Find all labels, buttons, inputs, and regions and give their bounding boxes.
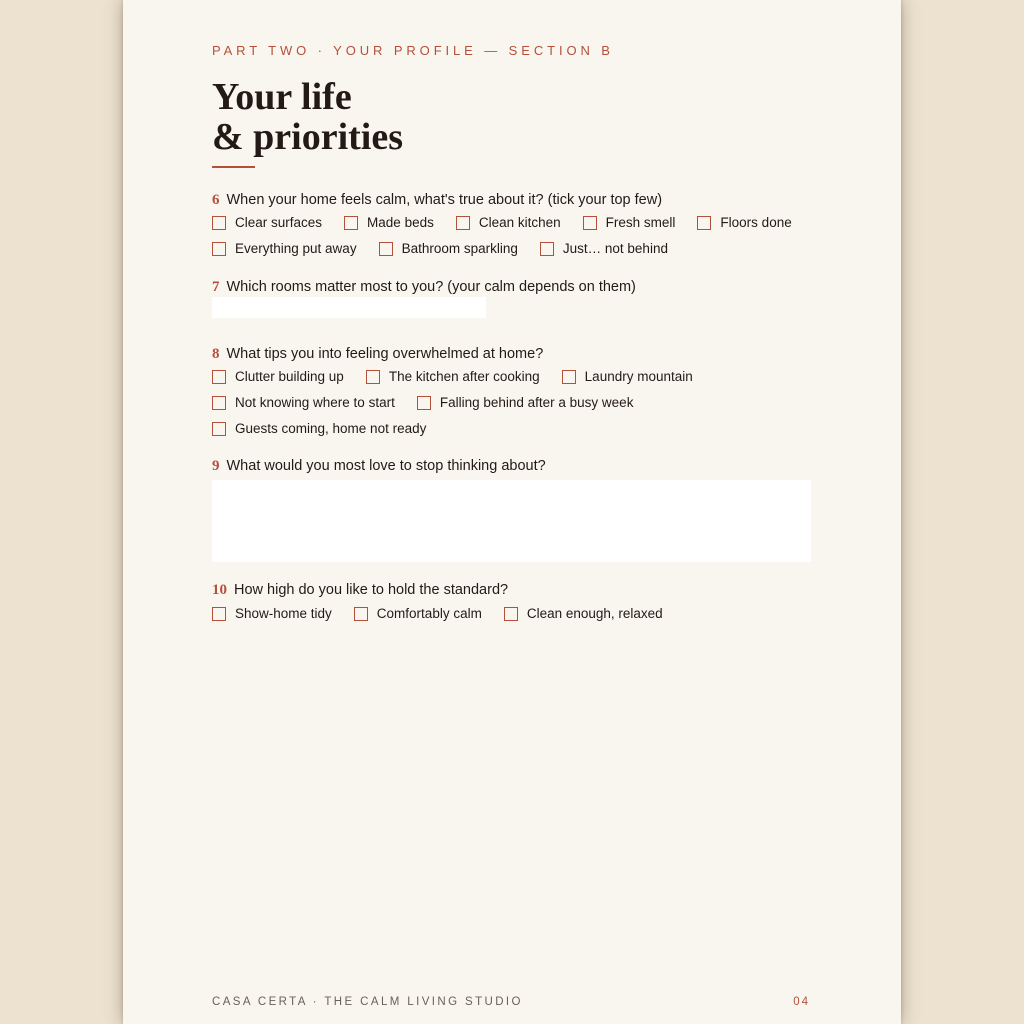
checkbox[interactable] <box>540 242 554 256</box>
option-clear-surfaces[interactable]: Clear surfaces <box>212 215 322 230</box>
question-10-options-row-1 <box>212 606 685 621</box>
option-not-knowing-where-to-start[interactable]: Not knowing where to start <box>212 395 395 410</box>
checkbox[interactable] <box>697 216 711 230</box>
question-8-options-row-3 <box>212 421 448 436</box>
question-text: What would you most love to stop thinking about? <box>226 458 546 474</box>
option-guests-coming[interactable]: Guests coming, home not ready <box>212 421 426 436</box>
checkbox[interactable] <box>366 370 380 384</box>
page-title <box>212 77 403 157</box>
question-number: 8 <box>212 346 220 362</box>
question-9 <box>212 457 546 475</box>
form-page <box>123 0 901 1024</box>
question-6-options-row-2 <box>212 241 690 256</box>
option-kitchen-after-cooking[interactable]: The kitchen after cooking <box>366 369 540 384</box>
option-laundry-mountain[interactable]: Laundry mountain <box>562 369 693 384</box>
option-clutter-building-up[interactable]: Clutter building up <box>212 369 344 384</box>
checkbox[interactable] <box>212 370 226 384</box>
checkbox[interactable] <box>417 396 431 410</box>
question-text: What tips you into feeling overwhelmed at home? <box>226 346 544 362</box>
option-fresh-smell[interactable]: Fresh smell <box>583 215 676 230</box>
option-just-not-behind[interactable]: Just… not behind <box>540 241 668 256</box>
option-floors-done[interactable]: Floors done <box>697 215 791 230</box>
page-number: 04 <box>793 996 810 1008</box>
checkbox[interactable] <box>562 370 576 384</box>
checkbox[interactable] <box>212 216 226 230</box>
page-title-line-2: & priorities <box>212 116 404 158</box>
question-7 <box>212 278 636 296</box>
question-number: 6 <box>212 192 220 208</box>
option-comfortably-calm[interactable]: Comfortably calm <box>354 606 482 621</box>
question-6-options-row-1 <box>212 215 814 230</box>
option-clean-kitchen[interactable]: Clean kitchen <box>456 215 561 230</box>
checkbox[interactable] <box>212 396 226 410</box>
stop-thinking-answer-field[interactable] <box>212 480 811 562</box>
checkbox[interactable] <box>354 607 368 621</box>
option-bathroom-sparkling[interactable]: Bathroom sparkling <box>379 241 518 256</box>
option-clean-enough-relaxed[interactable]: Clean enough, relaxed <box>504 606 663 621</box>
checkbox[interactable] <box>344 216 358 230</box>
checkbox[interactable] <box>212 422 226 436</box>
checkbox[interactable] <box>212 242 226 256</box>
question-10 <box>212 581 508 599</box>
checkbox[interactable] <box>583 216 597 230</box>
checkbox[interactable] <box>456 216 470 230</box>
rooms-answer-field[interactable] <box>212 297 486 318</box>
question-number: 9 <box>212 458 220 474</box>
question-text: How high do you like to hold the standard? <box>234 582 509 598</box>
page-title-line-1: Your life <box>212 76 352 118</box>
question-text: Which rooms matter most to you? (your calm depends on them) <box>226 279 636 295</box>
question-number: 7 <box>212 279 220 295</box>
option-everything-put-away[interactable]: Everything put away <box>212 241 357 256</box>
question-8-options-row-1 <box>212 369 715 384</box>
checkbox[interactable] <box>379 242 393 256</box>
question-8-options-row-2 <box>212 395 655 410</box>
option-falling-behind[interactable]: Falling behind after a busy week <box>417 395 634 410</box>
option-made-beds[interactable]: Made beds <box>344 215 434 230</box>
footer-studio-name: CASA CERTA · THE CALM LIVING STUDIO <box>212 996 523 1008</box>
checkbox[interactable] <box>212 607 226 621</box>
question-text: When your home feels calm, what's true about it? (tick your top few) <box>226 192 663 208</box>
section-eyebrow: PART TWO · YOUR PROFILE — SECTION B <box>212 43 614 58</box>
checkbox[interactable] <box>504 607 518 621</box>
option-show-home-tidy[interactable]: Show-home tidy <box>212 606 332 621</box>
title-underline <box>212 166 255 168</box>
question-6 <box>212 191 662 209</box>
question-number: 10 <box>212 582 227 598</box>
question-8 <box>212 345 543 363</box>
